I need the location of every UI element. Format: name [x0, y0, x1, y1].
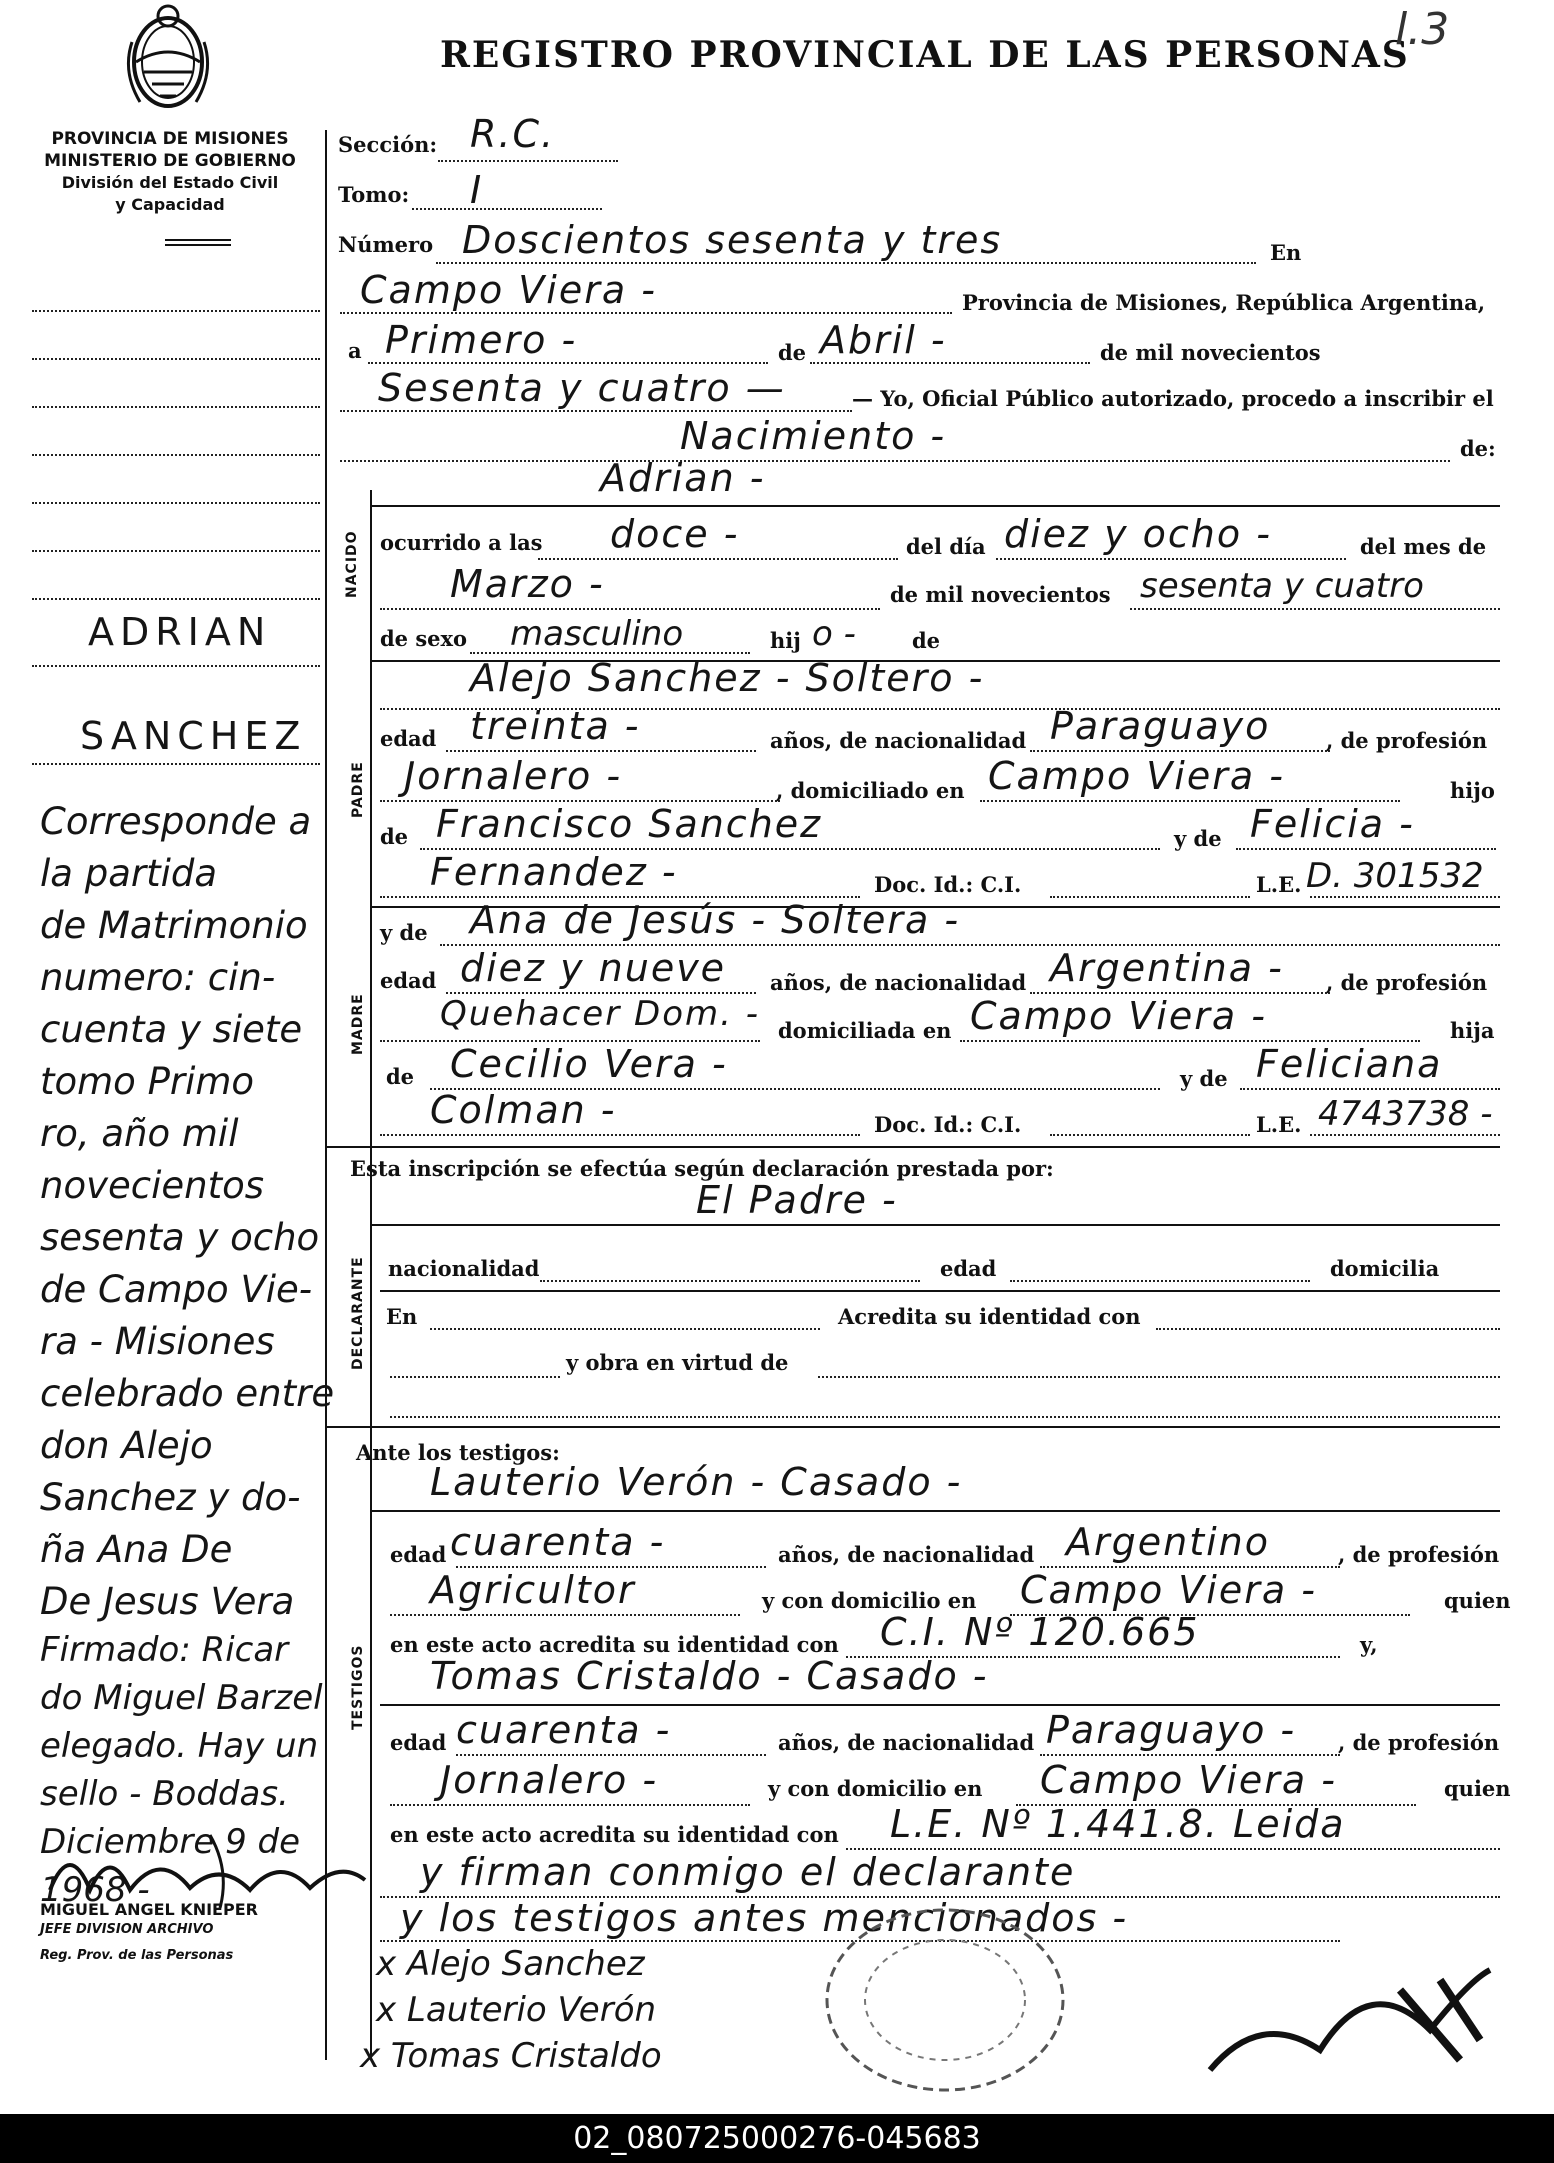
hora-line [538, 558, 898, 560]
margin-note-line: Sanchez y do- [40, 1476, 301, 1519]
corner-mark: l.3 [1395, 4, 1450, 55]
label-madre-nacionalidad: años, de nacionalidad [770, 970, 1027, 995]
abuela-paterna-line [1236, 848, 1496, 850]
acto-line [340, 460, 1450, 462]
value-lugar: Campo Viera - [360, 268, 657, 312]
margin-note-line: novecientos [40, 1164, 265, 1207]
inscripcion-top-rule [325, 1146, 1500, 1148]
margin-name-surname: SANCHEZ [80, 714, 307, 758]
label-obra: y obra en virtud de [566, 1350, 789, 1375]
label-t1-quien: quien [1444, 1588, 1511, 1613]
label-de-mil-novecientos-nac: de mil novecientos [890, 582, 1111, 607]
label-y-de-abuela-paterna: y de [1174, 826, 1222, 851]
testigo1-rule [370, 1510, 1500, 1512]
value-acto: Nacimiento - [680, 414, 947, 458]
label-hij: hij [770, 628, 801, 653]
value-sexo: masculino [510, 614, 684, 654]
label-padre-le: L.E. [1256, 872, 1302, 897]
signature-witness-1: x Lauterio Verón [376, 1990, 657, 2030]
label-t2-edad: edad [390, 1730, 447, 1755]
label-ocurrido: ocurrido a las [380, 530, 543, 555]
value-t2-domicilio: Campo Viera - [1040, 1758, 1337, 1802]
label-tomo: Tomo: [338, 182, 410, 207]
label-madre-le: L.E. [1256, 1112, 1302, 1137]
margin-note-line: sello - Boddas. [40, 1774, 289, 1814]
margin-note-line: Corresponde a [40, 800, 312, 843]
testigo2-rule [380, 1704, 1500, 1706]
margin-line [32, 598, 320, 600]
label-de: de [778, 340, 807, 365]
label-a: a [348, 338, 362, 363]
t2-profesion-line [390, 1804, 750, 1806]
padre-le-line [1310, 896, 1500, 898]
label-declarante-edad: edad [940, 1256, 997, 1281]
office-underline-2 [165, 244, 231, 246]
anio-line [340, 410, 852, 412]
label-declarante-nacionalidad: nacionalidad [388, 1256, 540, 1281]
margin-note-line: elegado. Hay un [40, 1726, 319, 1766]
value-anio: Sesenta y cuatro — [378, 366, 786, 410]
margin-line [32, 454, 320, 456]
margin-line [32, 502, 320, 504]
label-padre-profesion: , de profesión [1326, 728, 1488, 753]
label-provincia: Provincia de Misiones, República Argentina, [962, 290, 1486, 315]
label-t1-nacionalidad: años, de nacionalidad [778, 1542, 1035, 1567]
lugar-line [340, 312, 952, 314]
margin-note-line: ña Ana De [40, 1528, 233, 1571]
mes-line [810, 362, 1090, 364]
value-t1-nacionalidad: Argentino [1066, 1520, 1270, 1564]
label-del-dia: del día [906, 534, 986, 559]
margin-line [32, 358, 320, 360]
label-declarante-en: En [386, 1304, 418, 1329]
margin-note-line: sesenta y ocho [40, 1216, 320, 1259]
value-padre-profesion: Jornalero - [404, 754, 623, 798]
official-signature-icon [40, 1830, 370, 1910]
declarante-acredita-line [1156, 1328, 1500, 1330]
label-numero: Número [338, 232, 434, 257]
testigos-top-rule [325, 1426, 1500, 1428]
value-padre-edad: treinta - [470, 704, 641, 748]
margin-note-line: numero: cin- [40, 956, 276, 999]
label-de-mil-novecientos: de mil novecientos [1100, 340, 1321, 365]
nacido-top-rule [370, 505, 1500, 507]
label-hijo: hijo [1450, 778, 1495, 803]
label-domiciliada: domiciliada en [778, 1018, 952, 1043]
padre-nacionalidad-line [1030, 750, 1330, 752]
label-inscripcion: Esta inscripción se efectúa según declaración prestada por: [350, 1156, 1054, 1181]
office-underline [165, 239, 231, 241]
value-abuelo-materno: Cecilio Vera - [450, 1042, 728, 1086]
margin-note-line: ra - Misiones [40, 1320, 275, 1363]
margin-name-given: ADRIAN [88, 610, 272, 654]
label-t1-profesion: , de profesión [1338, 1542, 1500, 1567]
registry-seal-icon [820, 1900, 1070, 2100]
document-title: REGISTRO PROVINCIAL DE LAS PERSONAS [440, 34, 1410, 76]
label-y-de-madre: y de [380, 920, 428, 945]
tomo-line [412, 208, 602, 210]
office-line-capacity: y Capacidad [115, 195, 225, 214]
value-cierre-2: y los testigos antes mencionados - [400, 1896, 1129, 1940]
label-t2-nacionalidad: años, de nacionalidad [778, 1730, 1035, 1755]
office-line-division: División del Estado Civil [61, 173, 279, 192]
label-padre-nacionalidad: años, de nacionalidad [770, 728, 1027, 753]
value-abuela-paterna-apellido: Fernandez - [430, 850, 678, 894]
value-t1-domicilio: Campo Viera - [1020, 1568, 1317, 1612]
value-abuela-paterna: Felicia - [1250, 802, 1415, 846]
signature-scribble-icon [1200, 1950, 1500, 2090]
margin-line [32, 310, 320, 312]
label-t2-profesion: , de profesión [1338, 1730, 1500, 1755]
value-t2-profesion: Jornalero - [440, 1758, 659, 1802]
value-padre-nombre: Alejo Sanchez - Soltero - [470, 656, 985, 700]
label-t1-acto: en este acto acredita su identidad con [390, 1632, 839, 1657]
t2-nacionalidad-line [1040, 1754, 1340, 1756]
margin-note-line: 1968 - [40, 1870, 150, 1910]
margin-note-line: tomo Primo [40, 1060, 255, 1103]
label-de-abuelo-materno: de [386, 1064, 415, 1089]
value-testigo2: Tomas Cristaldo - Casado - [430, 1654, 989, 1698]
label-del-mes-de: del mes de [1360, 534, 1487, 559]
margin-line [32, 763, 320, 765]
margin-divider [325, 130, 327, 2060]
value-seccion: R.C. [470, 112, 556, 156]
value-abuela-materna-apellido: Colman - [430, 1088, 617, 1132]
side-label-testigos: TESTIGOS [350, 1644, 366, 1730]
label-t1-y: y, [1360, 1632, 1378, 1657]
value-padre-domicilio: Campo Viera - [988, 754, 1285, 798]
label-t2-quien: quien [1444, 1776, 1511, 1801]
value-t2-doc: L.E. Nº 1.441.8. Leida [890, 1802, 1346, 1846]
label-t1-domicilio: y con domicilio en [762, 1588, 977, 1613]
margin-note-line: ro, año mil [40, 1112, 239, 1155]
office-line-province: PROVINCIA DE MISIONES [51, 129, 289, 149]
margin-note-line: celebrado entre [40, 1372, 335, 1415]
value-hij: o - [812, 614, 856, 654]
section-divider [370, 490, 372, 2060]
value-t2-nacionalidad: Paraguayo - [1046, 1708, 1297, 1752]
value-padre-doc: D. 301532 [1306, 856, 1484, 896]
declarante-nacionalidad-line [540, 1280, 920, 1282]
label-padre-doc: Doc. Id.: C.I. [874, 872, 1022, 897]
value-mes-nac: Marzo - [450, 562, 605, 606]
label-declarante-domicilia: domicilia [1330, 1256, 1440, 1281]
declarante-extra-line [390, 1416, 1500, 1418]
label-t2-acto: en este acto acredita su identidad con [390, 1822, 839, 1847]
padre-edad-line [446, 750, 756, 752]
value-t1-edad: cuarenta - [450, 1520, 666, 1564]
value-numero: Doscientos sesenta y tres [462, 218, 1003, 262]
provincial-seal-icon [118, 2, 218, 114]
label-acredita: Acredita su identidad con [838, 1304, 1141, 1329]
label-en: En [1270, 240, 1302, 265]
declarante-obra-left-line [390, 1376, 560, 1378]
mes-nac-line [380, 608, 880, 610]
value-t2-edad: cuarenta - [456, 1708, 672, 1752]
margin-note-line: De Jesus Vera [40, 1580, 295, 1623]
side-label-nacido: NACIDO [344, 530, 360, 598]
value-dia: Primero - [385, 318, 578, 362]
value-padre-nacionalidad: Paraguayo [1050, 704, 1271, 748]
label-t1-edad: edad [390, 1542, 447, 1567]
official-stamp [40, 1900, 340, 1966]
numero-line [436, 262, 1256, 264]
declarante-mid-rule [380, 1290, 1500, 1292]
value-abuela-materna: Feliciana [1256, 1042, 1443, 1086]
value-abuelo-paterno: Francisco Sanchez [436, 802, 823, 846]
margin-line [32, 406, 320, 408]
signature-witness-2: x Tomas Cristaldo [360, 2036, 662, 2076]
value-nombre: Adrian - [600, 456, 766, 500]
madre-le-line [1310, 1134, 1500, 1136]
value-madre-edad: diez y nueve [460, 946, 727, 990]
label-padre-edad: edad [380, 726, 437, 751]
margin-note-line: don Alejo [40, 1424, 213, 1467]
side-label-declarante: DECLARANTE [350, 1256, 366, 1370]
label-domiciliado: , domiciliado en [776, 778, 965, 803]
margin-note-line: do Miguel Barzel [40, 1678, 323, 1718]
signature-father: x Alejo Sanchez [376, 1944, 645, 1984]
label-madre-doc: Doc. Id.: C.I. [874, 1112, 1022, 1137]
label-madre-profesion: , de profesión [1326, 970, 1488, 995]
document-id-footer: 02_080725000276-045683 [0, 2114, 1554, 2163]
dia-nac-line [996, 558, 1346, 560]
label-yo-oficial: — Yo, Oficial Público autorizado, procedo a inscribir el [852, 386, 1494, 411]
value-hora: doce - [610, 512, 740, 556]
value-madre-nombre: Ana de Jesús - Soltera - [470, 898, 961, 942]
seccion-line [438, 160, 618, 162]
label-sexo: de sexo [380, 626, 468, 651]
value-anio-nac: sesenta y cuatro [1140, 566, 1424, 606]
padre-doc-line [1050, 896, 1250, 898]
value-t1-doc: C.I. Nº 120.665 [880, 1610, 1200, 1654]
abuela-materna-apellido-line [380, 1134, 860, 1136]
label-hija: hija [1450, 1018, 1495, 1043]
value-madre-nacionalidad: Argentina - [1050, 946, 1284, 990]
label-madre-edad: edad [380, 968, 437, 993]
office-header [30, 128, 310, 216]
anio-nac-line [1130, 608, 1500, 610]
margin-note-line: la partida [40, 852, 218, 895]
side-label-madre: MADRE [350, 993, 366, 1055]
margin-note-line: de Matrimonio [40, 904, 308, 947]
madre-doc-line [1050, 1134, 1250, 1136]
stamp-office: Reg. Prov. de las Personas [40, 1948, 234, 1963]
stamp-position: JEFE DIVISION ARCHIVO [40, 1922, 214, 1937]
value-declarante: El Padre - [696, 1178, 898, 1222]
label-t2-domicilio: y con domicilio en [768, 1776, 983, 1801]
margin-note-line: cuenta y siete [40, 1008, 303, 1051]
label-de-abuelo-paterno: de [380, 824, 409, 849]
label-ante-testigos: Ante los testigos: [356, 1440, 560, 1465]
declarante-edad-line [1010, 1280, 1310, 1282]
label-seccion: Sección: [338, 132, 438, 157]
label-de-sexo-de: de [912, 628, 941, 653]
t1-profesion-line [390, 1614, 740, 1616]
label-y-de-abuela-materna: y de [1180, 1066, 1228, 1091]
value-dia-nac: diez y ocho - [1004, 512, 1272, 556]
value-cierre-1: y firman conmigo el declarante [420, 1850, 1076, 1894]
value-testigo1: Lauterio Verón - Casado - [430, 1460, 963, 1504]
value-tomo: I [470, 168, 484, 212]
declarante-obra-line [818, 1376, 1500, 1378]
label-de-colon: de: [1460, 436, 1496, 461]
margin-note-line: Diciembre 9 de [40, 1822, 301, 1862]
office-line-ministry: MINISTERIO DE GOBIERNO [44, 151, 296, 171]
margin-note-line: de Campo Vie- [40, 1268, 313, 1311]
value-madre-domicilio: Campo Viera - [970, 994, 1267, 1038]
abuela-materna-line [1240, 1088, 1500, 1090]
value-t1-profesion: Agricultor [430, 1568, 636, 1612]
t2-edad-line [456, 1754, 766, 1756]
declarante-en-line [430, 1328, 820, 1330]
dia-line [368, 362, 768, 364]
stamp-name: MIGUEL ANGEL KNIEPER [40, 1900, 258, 1919]
margin-line [32, 550, 320, 552]
value-madre-profesion: Quehacer Dom. - [440, 994, 760, 1034]
side-label-padre: PADRE [350, 761, 366, 818]
value-madre-doc: 4743738 - [1318, 1094, 1493, 1134]
margin-line [32, 665, 320, 667]
value-mes: Abril - [820, 318, 947, 362]
declarante-top-rule [370, 1224, 1500, 1226]
margin-note-line: Firmado: Ricar [40, 1630, 289, 1670]
